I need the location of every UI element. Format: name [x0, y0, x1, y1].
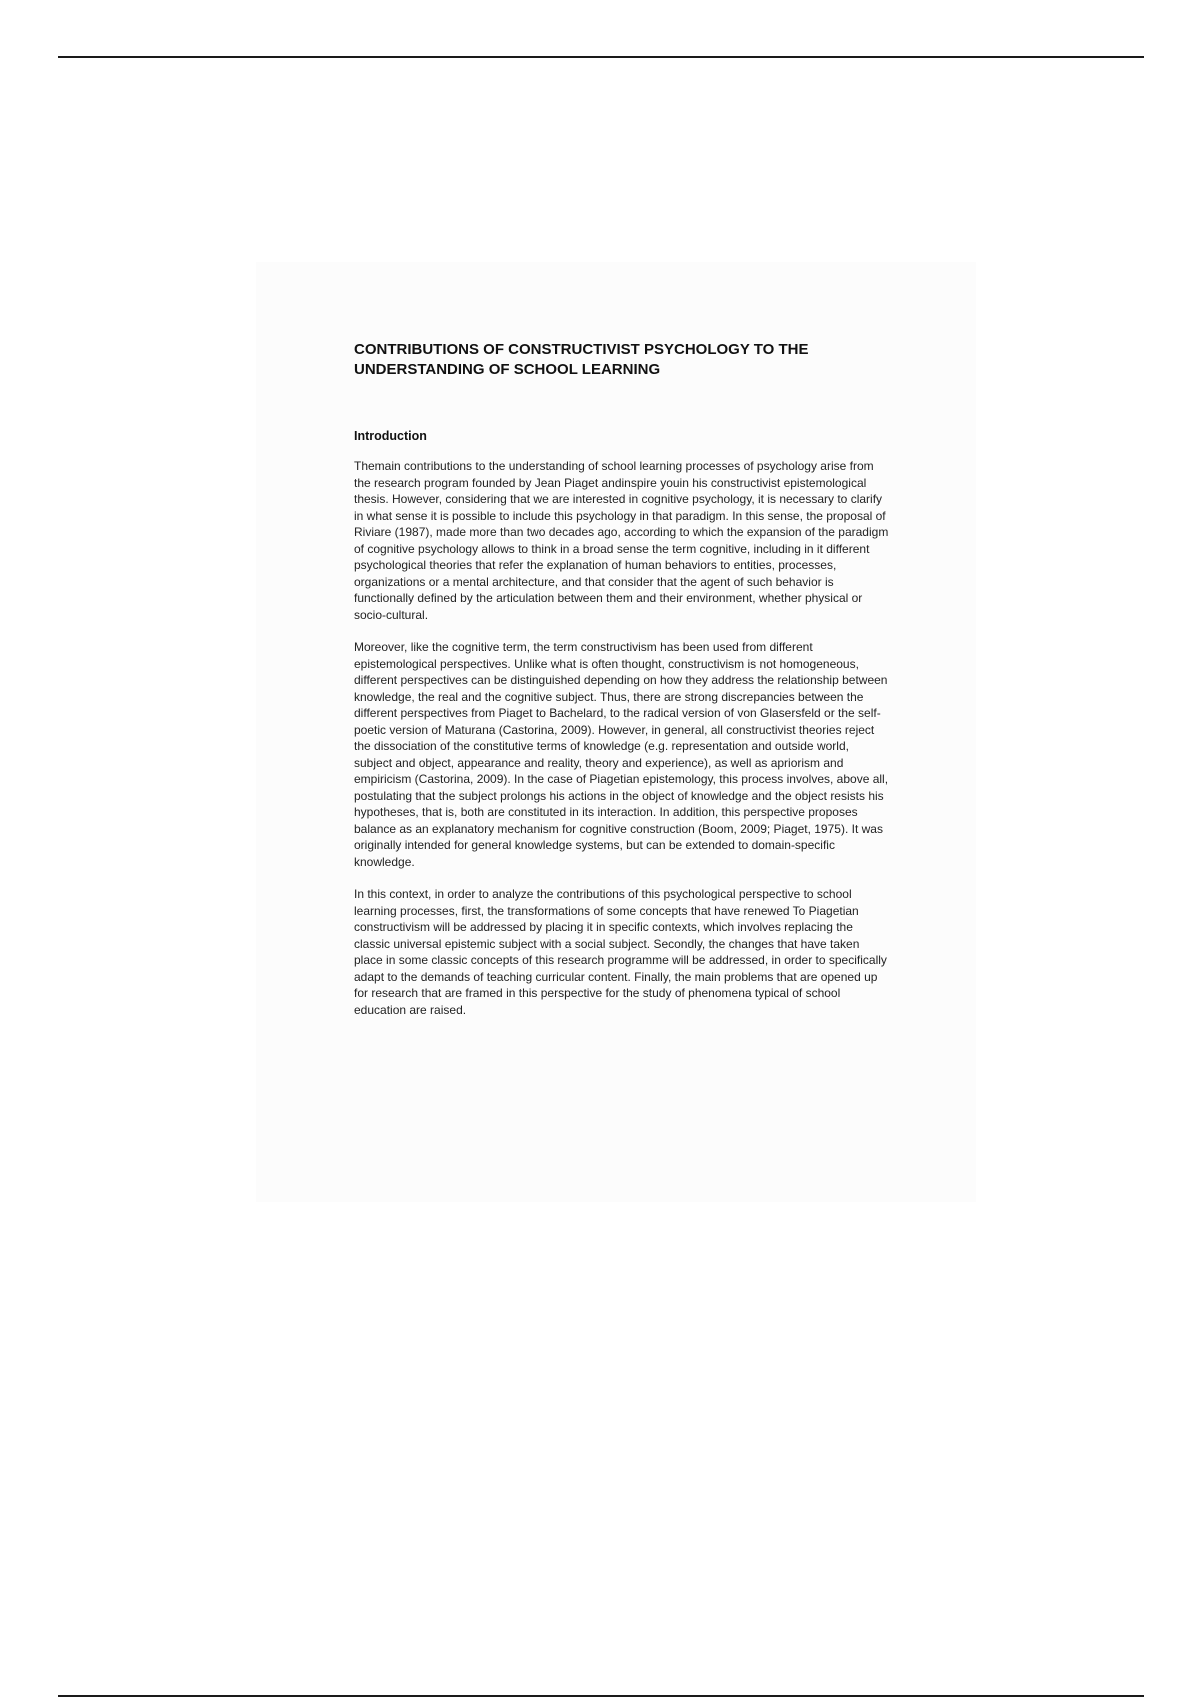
document-title: CONTRIBUTIONS OF CONSTRUCTIVIST PSYCHOLOGY TO THE UNDERSTANDING OF SCHOOL LEARNING	[354, 341, 809, 378]
top-divider	[58, 56, 1144, 58]
document-body	[354, 340, 890, 1034]
paragraph-1: Themain contributions to the understanding of school learning processes of psychology arise from the research program founded by Jean Piaget andinspire youin his constructivist epistemological thesis. However, considering that we are interested in cognitive psychology, it is necessary to clarify in what sense it is possible to include this psychology in that paradigm. In this sense, the proposal of Riviare (1987), made more than two decades ago, according to which the expansion of the paradigm of cognitive psychology allows to think in a broad sense the term cognitive, including in it different psychological theories that refer the explanation of human behaviors to entities, processes, organizations or a mental architecture, and that consider that the agent of such behavior is functionally defined by the articulation between them and their environment, whether physical or socio-cultural.	[354, 459, 889, 622]
bottom-divider	[58, 1695, 1144, 1697]
paragraph-2: Moreover, like the cognitive term, the term constructivism has been used from different epistemological perspectives. Unlike what is often thought, constructivism is not homogeneous, different perspectives can be distinguished depending on how they address the relationship between knowledge, the real and the cognitive subject. Thus, there are strong discrepancies between the different perspectives from Piaget to Bachelard, to the radical version of von Glasersfeld or the self-poetic version of Maturana (Castorina, 2009). However, in general, all constructivist theories reject the dissociation of the constitutive terms of knowledge (e.g. representation and outside world, subject and object, appearance and reality, theory and experience), as well as apriorism and empiricism (Castorina, 2009). In the case of Piagetian epistemology, this process involves, above all, postulating that the subject prolongs his actions in the object of knowledge and the object resists his hypotheses, that is, both are constituted in its interaction. In addition, this perspective proposes balance as an explanatory mechanism for cognitive construction (Boom, 2009; Piaget, 1975). It was originally intended for general knowledge systems, but can be extended to domain-specific knowledge.	[354, 640, 889, 869]
section-heading-introduction: Introduction	[354, 429, 427, 443]
paragraph-3: In this context, in order to analyze the contributions of this psychological perspective to school learning processes, first, the transformations of some concepts that have renewed To Piagetian constructivism will be addressed by placing it in specific contexts, which involves replacing the classic universal epistemic subject with a social subject. Secondly, the changes that have taken place in some classic concepts of this research programme will be addressed, in order to specifically adapt to the demands of teaching curricular content. Finally, the main problems that are opened up for research that are framed in this perspective for the study of phenomena typical of school education are raised.	[354, 887, 887, 1017]
